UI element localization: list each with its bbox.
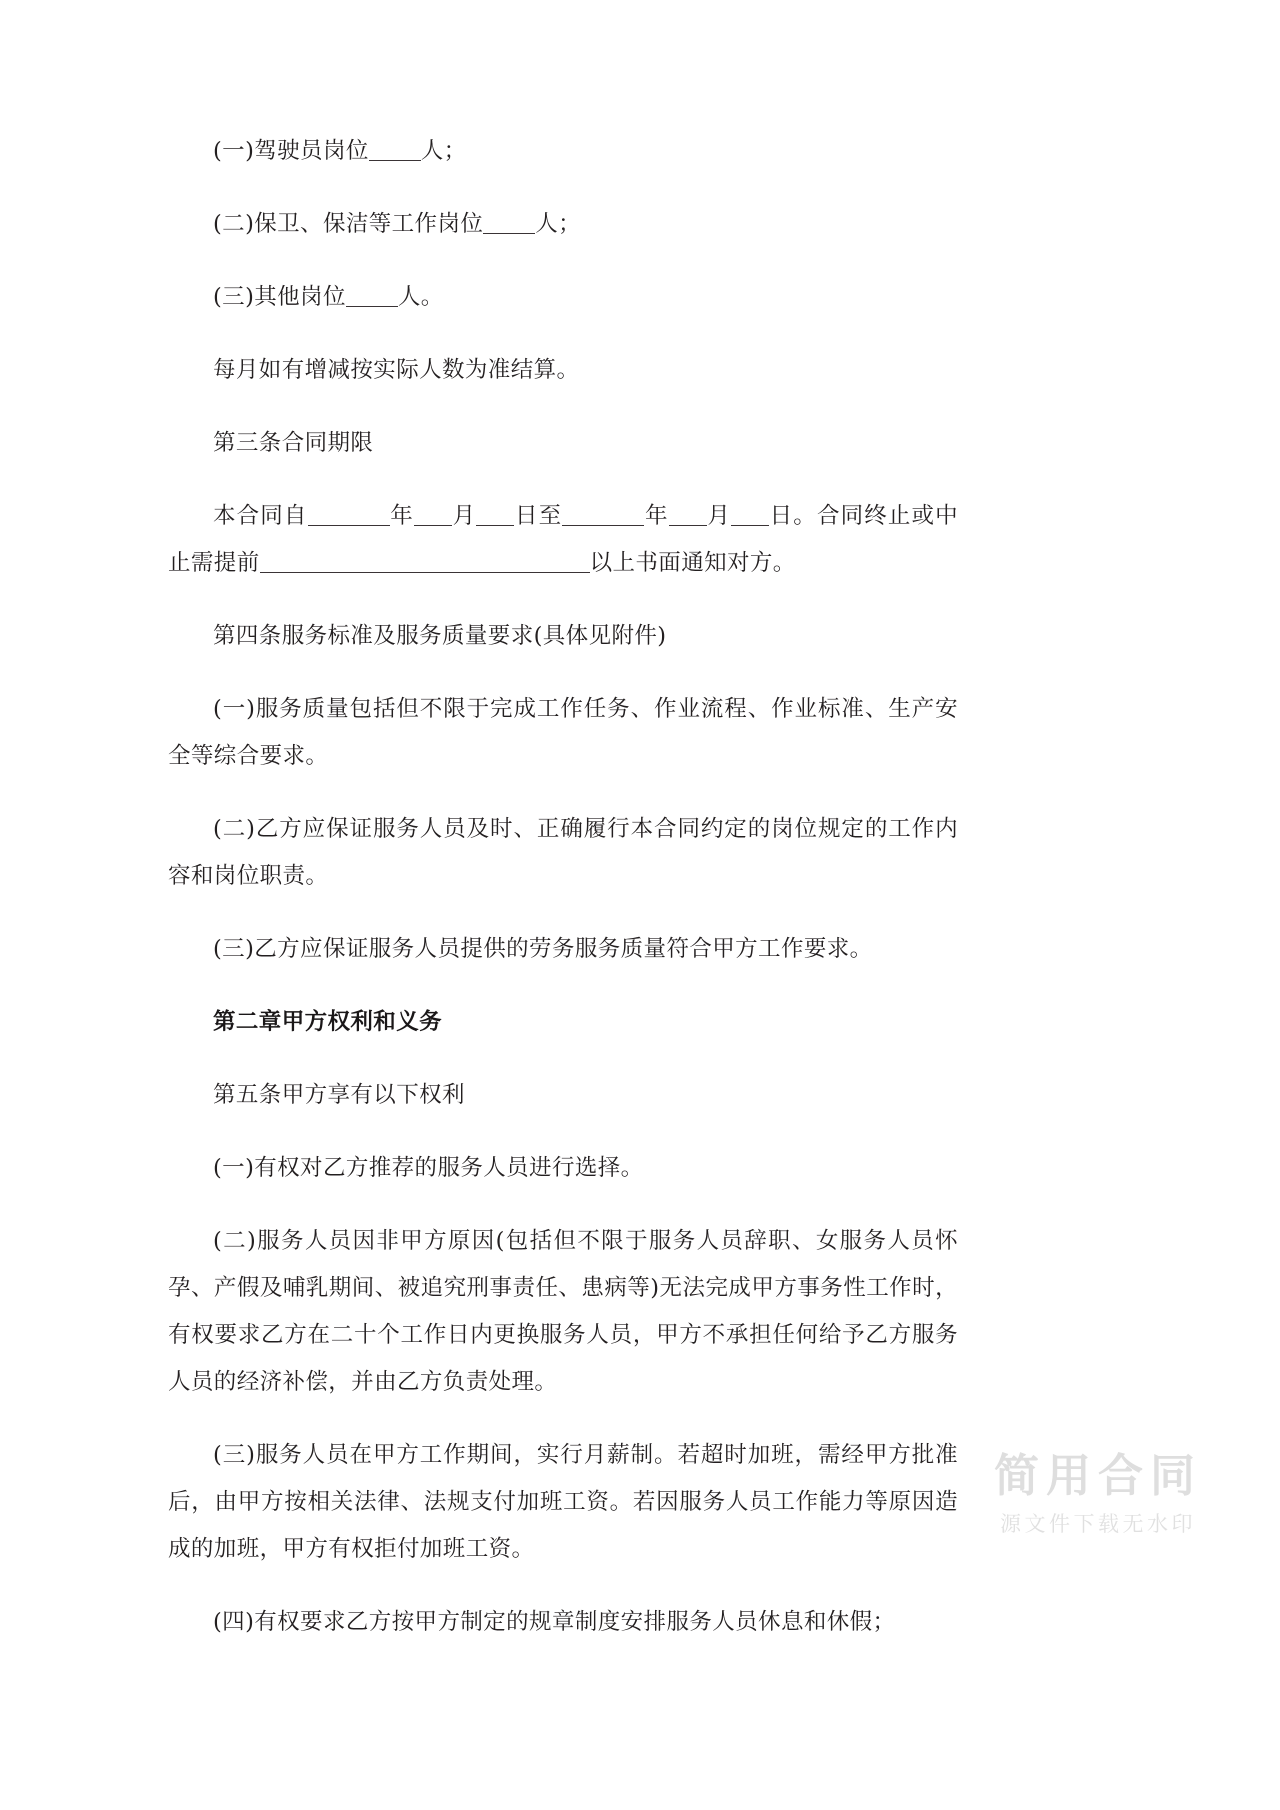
settlement-note: 每月如有增减按实际人数为准结算。 — [213, 357, 580, 383]
list-item-other-post-prefix: (三)其他岗位 — [213, 284, 346, 310]
article-4-item-1: (一)服务质量包括但不限于完成工作任务、作业流程、作业标准、生产安全等综合要求。 — [168, 696, 958, 769]
article-5-item-2: (二)服务人员因非甲方原因(包括但不限于服务人员辞职、女服务人员怀孕、产假及哺乳期间、被追究刑事责任、患病等)无法完成甲方事务性工作时，有权要求乙方在二十个工作日内更换服务人员，甲方不承担任何给予乙方服务人员的经济补偿，并由乙方负责处理。 — [168, 1228, 958, 1395]
term-notice-prefix: 日。合同终止或中止需提前 — [168, 503, 958, 576]
fill-blank-end-year[interactable] — [562, 506, 644, 526]
fill-blank-notice-period[interactable] — [260, 553, 590, 573]
article-4-item-2: (二)乙方应保证服务人员及时、正确履行本合同约定的岗位规定的工作内容和岗位职责。 — [168, 816, 958, 889]
article-5-item-4: (四)有权要求乙方按甲方制定的规章制度安排服务人员休息和休假； — [213, 1609, 896, 1635]
article-5-item-1: (一)有权对乙方推荐的服务人员进行选择。 — [213, 1155, 644, 1181]
list-item-security-post-prefix: (二)保卫、保洁等工作岗位 — [213, 211, 484, 237]
article-3-term-line — [168, 493, 958, 587]
list-item-driver-post-suffix: 人； — [420, 138, 467, 164]
article-4-title: 第四条服务标准及服务质量要求(具体见附件) — [213, 623, 667, 649]
watermark-subtitle: 源文件下载无水印 — [999, 1512, 1196, 1536]
fill-blank-driver-count[interactable] — [369, 141, 421, 161]
chapter-2-title: 第二章甲方权利和义务 — [213, 1009, 443, 1035]
fill-blank-other-count[interactable] — [346, 287, 398, 307]
document-body — [168, 128, 958, 1672]
watermark-brand: 简用合同 — [993, 1448, 1202, 1502]
watermark — [994, 1449, 1202, 1538]
term-label-month-end: 月 — [706, 503, 731, 529]
term-label-year-end: 年 — [644, 503, 669, 529]
fill-blank-start-year[interactable] — [308, 506, 390, 526]
fill-blank-end-day[interactable] — [731, 506, 769, 526]
list-item-other-post — [168, 274, 958, 321]
list-item-driver-post-prefix: (一)驾驶员岗位 — [213, 138, 369, 164]
fill-blank-end-month[interactable] — [669, 506, 707, 526]
list-item-driver-post — [168, 128, 958, 175]
list-item-security-post-suffix: 人； — [535, 211, 582, 237]
fill-blank-start-day[interactable] — [476, 506, 514, 526]
fill-blank-start-month[interactable] — [414, 506, 452, 526]
term-label-day-start: 日至 — [514, 503, 563, 529]
article-5-item-3: (三)服务人员在甲方工作期间，实行月薪制。若超时加班，需经甲方批准后，由甲方按相关法律、法规支付加班工资。若因服务人员工作能力等原因造成的加班，甲方有权拒付加班工资。 — [168, 1442, 958, 1562]
article-5-title: 第五条甲方享有以下权利 — [213, 1082, 465, 1108]
term-notice-suffix: 以上书面通知对方。 — [589, 550, 796, 576]
list-item-security-post — [168, 201, 958, 248]
article-3-title: 第三条合同期限 — [213, 430, 374, 456]
list-item-other-post-suffix: 人。 — [397, 284, 444, 310]
term-label-month-start: 月 — [451, 503, 477, 529]
article-4-item-3: (三)乙方应保证服务人员提供的劳务服务质量符合甲方工作要求。 — [213, 936, 873, 962]
term-label-year-start: 年 — [389, 503, 414, 529]
fill-blank-security-count[interactable] — [483, 214, 535, 234]
term-prefix: 本合同自 — [213, 503, 308, 529]
